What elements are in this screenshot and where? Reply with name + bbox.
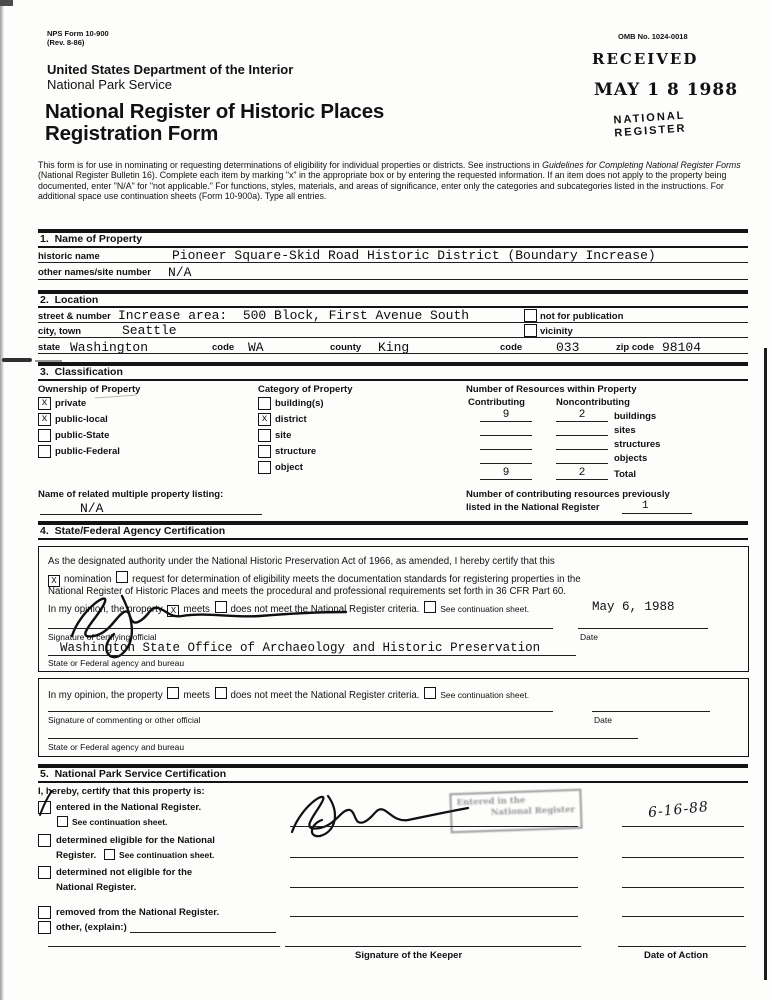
certifying-date-line[interactable] — [578, 628, 708, 629]
other-explain-line[interactable] — [130, 932, 276, 933]
cert1-line1: As the designated authority under the National Historic Preservation Act of 1966, as amended, I hereby certify that this — [48, 556, 555, 567]
commenting-signature-label: Signature of commenting or other official — [48, 715, 201, 725]
nomination-checkbox[interactable]: X — [48, 575, 60, 587]
faint-stamp-line1: Entered in the — [456, 795, 526, 809]
commenting-signature-line[interactable] — [48, 711, 553, 712]
zip-code-label: zip code — [616, 342, 655, 353]
noncontributing-structures-line[interactable] — [556, 449, 608, 450]
national-register-stamp-line1: NATIONAL — [613, 109, 686, 127]
street-number-value: Increase area: 500 Block, First Avenue South — [118, 308, 470, 323]
noncontributing-total: 2 — [578, 467, 586, 479]
meets-checkbox[interactable]: X — [167, 605, 179, 617]
continuation-checkbox-1[interactable] — [424, 601, 436, 613]
historic-name-line[interactable] — [38, 262, 748, 263]
keeper-sig-line-4[interactable] — [290, 916, 578, 917]
keeper-sig-line-final[interactable] — [285, 946, 581, 947]
state-value: Washington — [70, 340, 149, 355]
section4-heading: 4. State/Federal Agency Certification — [40, 525, 226, 537]
certification-date-value: May 6, 1988 — [592, 600, 675, 614]
continuation-checkbox-2[interactable] — [424, 687, 436, 699]
previously-listed-value: 1 — [642, 500, 649, 512]
certifying-signature-line[interactable] — [48, 628, 553, 629]
determined-not-eligible-label: determined not eligible for the — [56, 867, 193, 878]
determined-eligible-label-2: Register. — [56, 850, 97, 861]
entered-label: entered in the National Register. — [56, 802, 202, 813]
label-resource-sites: sites — [614, 425, 636, 436]
label-buildings: building(s) — [275, 398, 324, 409]
noncontributing-header: Noncontributing — [556, 397, 630, 408]
form-title-line1: National Register of Historic Places — [45, 100, 385, 123]
label-public-federal: public-Federal — [55, 446, 120, 457]
previously-listed-line[interactable] — [622, 513, 692, 514]
instructions-italic: Guidelines for Completing National Register Forms — [542, 160, 741, 170]
keeper-date-line-2[interactable] — [622, 857, 744, 858]
cert1-line3: National Register of Historic Places and meets the procedural and professional requirements set forth in 36 CFR Part 60. — [48, 586, 566, 597]
label-resource-structures: structures — [614, 439, 661, 450]
other-names-value: N/A — [168, 265, 192, 280]
meets-label: meets — [183, 604, 210, 615]
not-for-publication-checkbox[interactable] — [524, 309, 537, 322]
certifying-agency-value: Washington State Office of Archaeology and Historic Preservation — [60, 641, 541, 655]
label-object: object — [275, 462, 303, 473]
contributing-total: 9 — [502, 467, 510, 479]
eligible-continuation-label: See continuation sheet. — [119, 850, 215, 860]
vicinity-checkbox[interactable] — [524, 324, 537, 337]
contributing-header: Contributing — [468, 397, 525, 408]
commenting-bureau-line[interactable] — [48, 738, 638, 739]
instructions-paragraph — [38, 160, 746, 202]
national-register-stamp-line2: REGISTER — [613, 122, 687, 140]
checkbox-public-federal[interactable] — [38, 445, 51, 458]
faint-stamp-line2: National Register — [490, 804, 576, 818]
certifying-signature-label: Signature of certifying official — [48, 632, 157, 642]
zip-code-value: 98104 — [662, 340, 702, 355]
city-town-line[interactable] — [38, 337, 748, 338]
scan-left-edge — [0, 0, 4, 1000]
cert2-line1 — [48, 687, 529, 701]
section5-heading: 5. National Park Service Certification — [40, 768, 227, 780]
label-site: site — [275, 430, 292, 441]
opinion2-pre-label: In my opinion, the property — [48, 690, 163, 701]
checkbox-structure[interactable] — [258, 445, 271, 458]
state-label: state — [38, 342, 61, 353]
section1-top-rule — [38, 229, 748, 233]
label-public-local: public-local — [55, 414, 108, 425]
section3-top-rule — [38, 362, 748, 366]
section5-top-rule — [38, 764, 748, 768]
keeper-date-value: 6-16-88 — [647, 798, 710, 822]
entered-continuation-checkbox[interactable] — [57, 816, 68, 827]
omb-number: OMB No. 1024-0018 — [618, 32, 688, 41]
checkbox-district-mark: x — [261, 414, 268, 425]
keeper-date-line-3[interactable] — [622, 887, 744, 888]
contributing-sites-line[interactable] — [480, 435, 532, 436]
does-not-meet-label: does not meet the National Register criteria. — [230, 604, 420, 615]
determined-not-eligible-checkbox[interactable] — [38, 866, 51, 879]
ownership-title: Ownership of Property — [38, 384, 141, 395]
keeper-signature-label: Signature of the Keeper — [355, 950, 463, 961]
commenting-bureau-label: State or Federal agency and bureau — [48, 742, 185, 752]
meets-label-2: meets — [183, 690, 210, 701]
instructions-post: (National Register Bulletin 16). Complete each item by marking "x" in the appropriate box or by entering the requested information. If an item does not apply to the property being documented, enter "N/A" for "not applicable." For functions, styles, materials, and areas of significance, enter only the categories and subcategories listed in the instructions. For additional space use continuation sheets (Form 10-900a). Type all entries. — [38, 170, 727, 202]
scan-corner-mark — [0, 0, 13, 6]
other-checkbox[interactable] — [38, 921, 51, 934]
determined-not-eligible-label-2: National Register. — [56, 882, 137, 893]
state-code-value: WA — [248, 340, 264, 355]
state-row-line[interactable] — [38, 353, 748, 354]
noncontributing-objects-line[interactable] — [556, 463, 608, 464]
other-names-label: other names/site number — [38, 267, 151, 278]
multiple-property-line[interactable] — [40, 514, 262, 515]
scan-pen-smudge — [95, 395, 137, 403]
commenting-date-label: Date — [594, 715, 612, 725]
section4-sub-rule — [38, 538, 748, 540]
state-code-label: code — [212, 342, 235, 353]
checkbox-private-mark: x — [41, 398, 48, 409]
opinion-pre-label: In my opinion, the property — [48, 604, 163, 615]
label-district: district — [275, 414, 307, 425]
keeper-sig-line-1[interactable] — [290, 826, 578, 827]
scan-right-line — [764, 348, 767, 980]
certifying-date-label: Date — [580, 632, 598, 642]
resources-title: Number of Resources within Property — [466, 384, 637, 395]
department-title: United States Department of the Interior — [47, 62, 294, 77]
label-private: private — [55, 398, 87, 409]
city-town-label: city, town — [38, 326, 82, 337]
other-label: other, (explain:) — [56, 922, 127, 933]
nomination-label: nomination — [64, 574, 112, 585]
entered-continuation-label: See continuation sheet. — [72, 817, 168, 827]
form-revision: (Rev. 8-86) — [47, 38, 85, 47]
street-number-label: street & number — [38, 311, 111, 322]
received-stamp: RECEIVED — [592, 50, 699, 68]
removed-label: removed from the National Register. — [56, 907, 220, 918]
checkbox-public-local-mark: x — [41, 414, 48, 425]
nps-cert-intro: I, hereby, certify that this property is: — [38, 786, 205, 797]
section5-sub-rule — [38, 781, 748, 783]
label-resource-buildings: buildings — [614, 411, 657, 422]
request-label: request for determination of eligibility meets the documentation standards for registering properties in the — [132, 574, 581, 585]
contributing-buildings-line[interactable] — [480, 421, 532, 422]
keeper-sig-line-2[interactable] — [290, 857, 578, 858]
checkbox-object[interactable] — [258, 461, 271, 474]
continuation-label-1: See continuation sheet. — [440, 604, 530, 614]
section4-top-rule — [38, 521, 748, 525]
scan-smudge-dark — [2, 358, 32, 362]
vicinity-label: vicinity — [540, 326, 573, 337]
historic-name-value: Pioneer Square-Skid Road Historic District (Boundary Increase) — [172, 248, 656, 263]
entered-checkmark — [36, 790, 56, 818]
historic-name-label: historic name — [38, 251, 100, 262]
noncontributing-buildings: 2 — [578, 409, 586, 421]
continuation-label-2: See continuation sheet. — [440, 690, 530, 700]
removed-checkbox[interactable] — [38, 906, 51, 919]
keeper-date-line-1[interactable] — [622, 826, 744, 827]
certifying-agency-line[interactable] — [48, 655, 576, 656]
instructions-pre: This form is for use in nominating or requesting determinations of eligibility for individual properties or districts. See instructions in — [38, 160, 543, 170]
contributing-objects-line[interactable] — [480, 463, 532, 464]
eligible-continuation-checkbox[interactable] — [104, 849, 115, 860]
other-names-line[interactable] — [38, 279, 748, 280]
noncontributing-sites-line[interactable] — [556, 435, 608, 436]
noncontributing-total-line[interactable] — [556, 479, 608, 480]
contributing-buildings: 9 — [502, 409, 510, 421]
certifying-bureau-label: State or Federal agency and bureau — [48, 658, 185, 668]
form-number: NPS Form 10-900 — [47, 29, 109, 38]
determined-eligible-label: determined eligible for the National — [56, 835, 215, 846]
city-town-value: Seattle — [122, 323, 177, 338]
county-label: county — [330, 342, 362, 353]
agency-title: National Park Service — [47, 77, 172, 92]
section3-sub-rule — [38, 379, 748, 381]
county-code-value: 033 — [556, 340, 580, 355]
label-structure: structure — [275, 446, 317, 457]
section3-heading: 3. Classification — [40, 366, 123, 378]
multiple-property-value: N/A — [80, 501, 104, 516]
label-resource-total: Total — [614, 469, 636, 480]
section2-top-rule — [38, 290, 748, 294]
contributing-total-line[interactable] — [480, 479, 532, 480]
label-public-state: public-State — [55, 430, 110, 441]
national-register-stamp — [599, 109, 701, 142]
multiple-property-title: Name of related multiple property listing: — [38, 489, 224, 500]
determined-eligible-checkbox[interactable] — [38, 834, 51, 847]
keeper-date-line-4[interactable] — [622, 916, 744, 917]
not-for-publication-label: not for publication — [540, 311, 624, 322]
checkbox-site[interactable] — [258, 429, 271, 442]
bottom-left-line[interactable] — [48, 946, 280, 947]
noncontributing-buildings-line[interactable] — [556, 421, 608, 422]
checkbox-public-state[interactable] — [38, 429, 51, 442]
label-resource-objects: objects — [614, 453, 648, 464]
keeper-sig-line-3[interactable] — [290, 887, 578, 888]
does-not-meet-label-2: does not meet the National Register criteria. — [230, 690, 420, 701]
section1-heading: 1. Name of Property — [40, 233, 143, 245]
county-code-label: code — [500, 342, 523, 353]
checkbox-district[interactable] — [258, 413, 271, 426]
section2-heading: 2. Location — [40, 294, 99, 306]
commenting-date-line[interactable] — [592, 711, 710, 712]
meets-checkbox-2[interactable] — [167, 687, 179, 699]
previously-listed-line2: listed in the National Register — [466, 502, 600, 513]
does-not-meet-checkbox-2[interactable] — [215, 687, 227, 699]
previously-listed-line1: Number of contributing resources previously — [466, 489, 670, 500]
contributing-structures-line[interactable] — [480, 449, 532, 450]
keeper-date-line-final[interactable] — [618, 946, 746, 947]
form-title-line2: Registration Form — [45, 122, 219, 145]
request-checkbox[interactable] — [116, 571, 128, 583]
category-title: Category of Property — [258, 384, 353, 395]
date-of-action-label: Date of Action — [644, 950, 709, 961]
checkbox-buildings[interactable] — [258, 397, 271, 410]
received-date-stamp: MAY 1 8 1988 — [594, 80, 739, 100]
checkbox-public-local[interactable] — [38, 413, 51, 426]
county-value: King — [378, 340, 410, 355]
checkbox-private[interactable] — [38, 397, 51, 410]
